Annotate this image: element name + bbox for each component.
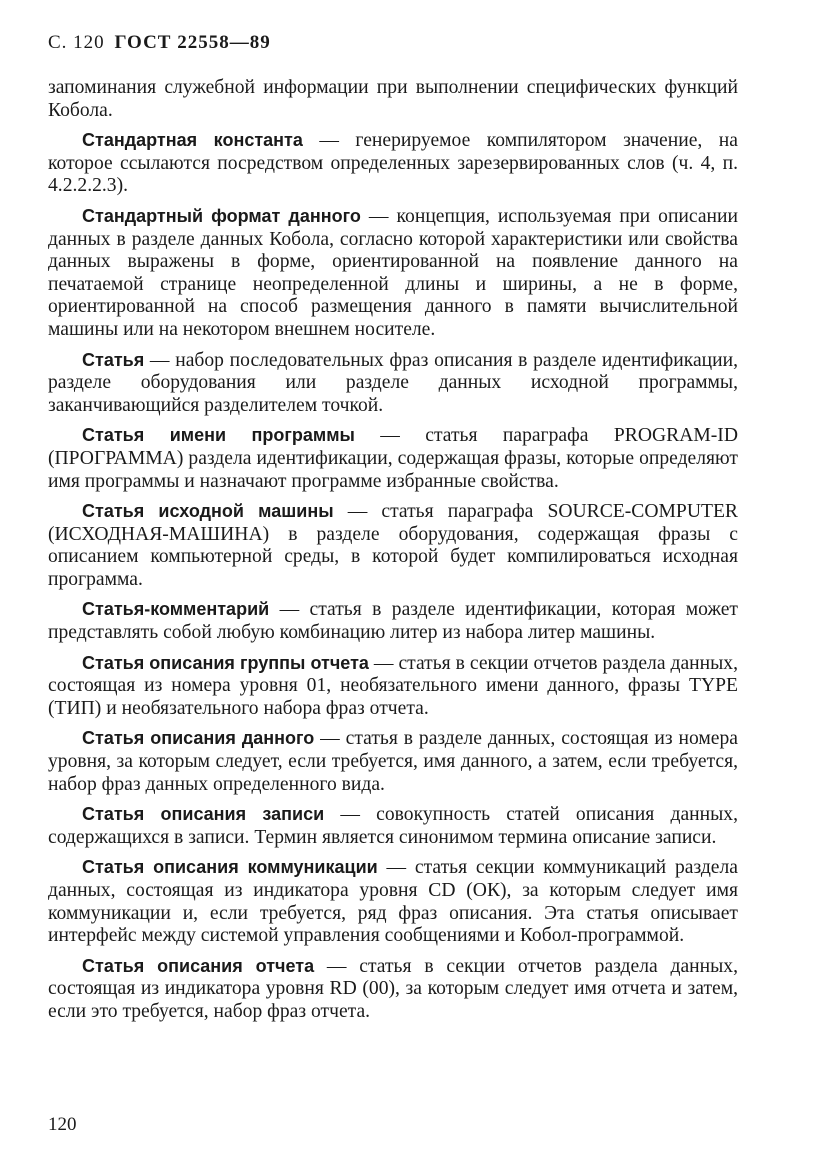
- paragraph-text: — статья параграфа PROGRAM-ID (ПРОГРАММА) раздела идентификации, содержащая фразы, которые определяют имя программы и назначают программе избранные свойства.: [48, 425, 738, 492]
- paragraph-text: — совокупность статей описания данных, содержащихся в записи. Термин является синонимом термина описание записи.: [48, 804, 738, 848]
- definition-report-group-description-entry: [48, 652, 738, 721]
- page-number: 120: [48, 1114, 77, 1135]
- paragraph-text: — статья в разделе данных, состоящая из номера уровня, за которым следует, если требуется, имя данного, а затем, если требуется, набор фраз данных определенного вида.: [48, 728, 738, 795]
- paragraph-term: Статья описания отчета: [82, 955, 315, 976]
- paragraph-text: — концепция, используемая при описании данных в разделе данных Кобола, согласно которой характеристики или свойства данных выражены в форме, ориентированной на появление данного на печатаемой странице неопределенной длины и ширины, а не в форме, ориентированной на способ размещения данного в памяти вычислительной машины или на некотором внешнем носителе.: [48, 205, 739, 340]
- paragraph-continuation: [48, 76, 738, 122]
- paragraph-term: Статья описания коммуникации: [82, 857, 378, 878]
- definition-standard-constant: [48, 129, 738, 198]
- page-header: [48, 32, 271, 54]
- paragraph-text: — статья в секции отчетов раздела данных, состоящая из номера уровня 01, необязательного имени данного, фразы TYPE (ТИП) и необязательного набора фраз отчета.: [48, 652, 739, 719]
- paragraph-text: — генерируемое компилятором значение, на которое ссылаются посредством определенных зарезервированных слов (ч. 4, п. 4.2.2.2.3).: [48, 130, 738, 197]
- paragraph-term: Стандартная константа: [82, 130, 303, 151]
- definition-source-computer-entry: [48, 500, 738, 591]
- paragraph-text: — набор последовательных фраз описания в разделе идентификации, разделе оборудования или разделе данных исходной программы, заканчивающийся разделителем точкой.: [48, 349, 738, 416]
- definition-standard-data-format: [48, 205, 738, 342]
- definition-entry: [48, 349, 738, 418]
- paragraph-term: Статья-комментарий: [82, 599, 270, 620]
- definition-report-description-entry: [48, 955, 738, 1024]
- page-label: С. 120: [48, 32, 105, 53]
- definition-comment-entry: [48, 598, 738, 644]
- paragraph-term: Статья описания данного: [82, 728, 315, 749]
- page-body: [48, 76, 738, 1031]
- paragraph-term: Статья описания записи: [82, 804, 325, 825]
- paragraph-text: — статья в разделе идентификации, которая может представлять собой любую комбинацию литер из набора литер машины.: [48, 599, 738, 644]
- paragraph-term: Статья имени программы: [82, 425, 355, 446]
- definition-program-name-entry: [48, 424, 738, 493]
- paragraph-term: Статья описания группы отчета: [82, 652, 369, 673]
- definition-record-description-entry: [48, 803, 738, 849]
- standard-code: ГОСТ 22558—89: [114, 32, 271, 53]
- paragraph-text: — статья параграфа SOURCE-COMPUTER (ИСХОДНАЯ-МАШИНА) в разделе оборудования, содержащая фразы с описанием компьютерной среды, в которой будет компилироваться исходная программа.: [48, 501, 738, 590]
- paragraph-term: Статья: [82, 349, 145, 370]
- paragraph-text: запоминания служебной информации при выполнении специфических функций Кобола.: [48, 77, 738, 121]
- paragraph-term: Статья исходной машины: [82, 501, 334, 522]
- paragraph-term: Стандартный формат данного: [82, 205, 361, 226]
- definition-data-description-entry: [48, 727, 738, 796]
- paragraph-text: — статья секции коммуникаций раздела данных, состоящая из индикатора уровня CD (ОК), за которым следует имя коммуникации и, если требуется, ряд фраз описания. Эта статья описывает интерфейс между системой управления сообщениями и Кобол-программой.: [48, 857, 738, 947]
- paragraph-text: — статья в секции отчетов раздела данных, состоящая из индикатора уровня RD (00), за которым следует имя отчета и затем, если это требуется, набор фраз отчета.: [48, 955, 738, 1022]
- definition-communication-description-entry: [48, 856, 738, 947]
